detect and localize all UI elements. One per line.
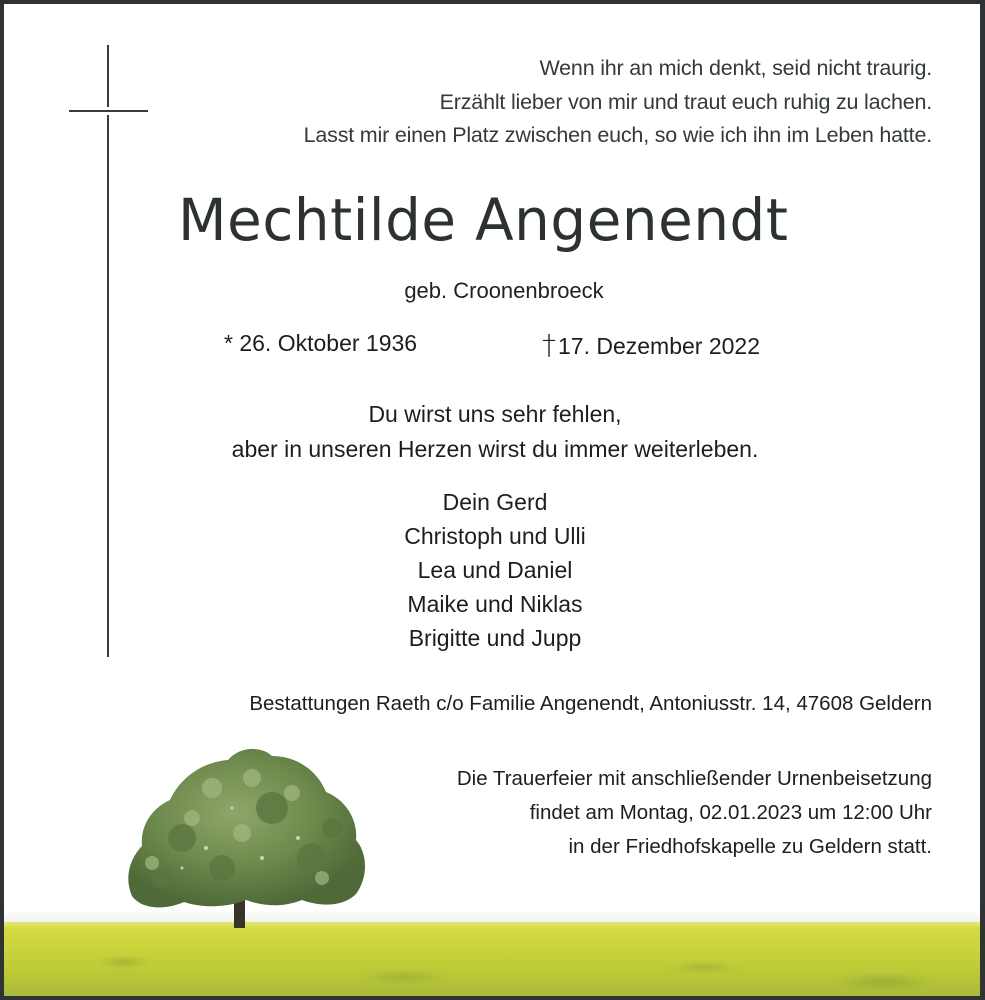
obituary-notice (4, 4, 980, 996)
mourner: Maike und Niklas (407, 591, 583, 617)
service-line: findet am Montag, 02.01.2023 um 12:00 Uhr (529, 801, 932, 824)
farewell-line: aber in unseren Herzen wirst du immer weiterleben. (231, 436, 759, 462)
poem-line: Wenn ihr an mich denkt, seid nicht traurig. (539, 56, 932, 80)
maiden-name: geb. Croonenbroeck (404, 278, 604, 303)
contact-address: Bestattungen Raeth c/o Familie Angenendt, Antoniusstr. 14, 47608 Geldern (249, 692, 932, 715)
deceased-name: Mechtilde Angenendt (178, 186, 789, 254)
service-info (457, 762, 932, 864)
service-line: Die Trauerfeier mit anschließender Urnenbeisetzung (456, 767, 932, 790)
mourner: Brigitte und Jupp (408, 625, 582, 651)
death-date: 17. Dezember 2022 (558, 333, 761, 359)
cross-icon-upper (107, 45, 109, 107)
tree-image (122, 738, 372, 928)
rapeseed-field-image (4, 922, 980, 996)
death-date-block (542, 328, 760, 361)
service-line: in der Friedhofskapelle zu Geldern statt. (568, 835, 932, 858)
mourner: Christoph und Ulli (404, 523, 586, 549)
birth-date: * 26. Oktober 1936 (224, 330, 418, 356)
mourners-list (4, 485, 980, 655)
mourner: Lea und Daniel (417, 557, 573, 583)
farewell-message (4, 397, 980, 467)
mourner: Dein Gerd (442, 489, 548, 515)
dagger-icon: † (542, 328, 556, 361)
poem (304, 52, 932, 153)
farewell-line: Du wirst uns sehr fehlen, (368, 401, 622, 427)
poem-line: Erzählt lieber von mir und traut euch ruhig zu lachen. (439, 89, 932, 114)
poem-line: Lasst mir einen Platz zwischen euch, so wie ich ihn im Leben hatte. (303, 123, 932, 147)
cross-icon-bar (69, 110, 148, 112)
